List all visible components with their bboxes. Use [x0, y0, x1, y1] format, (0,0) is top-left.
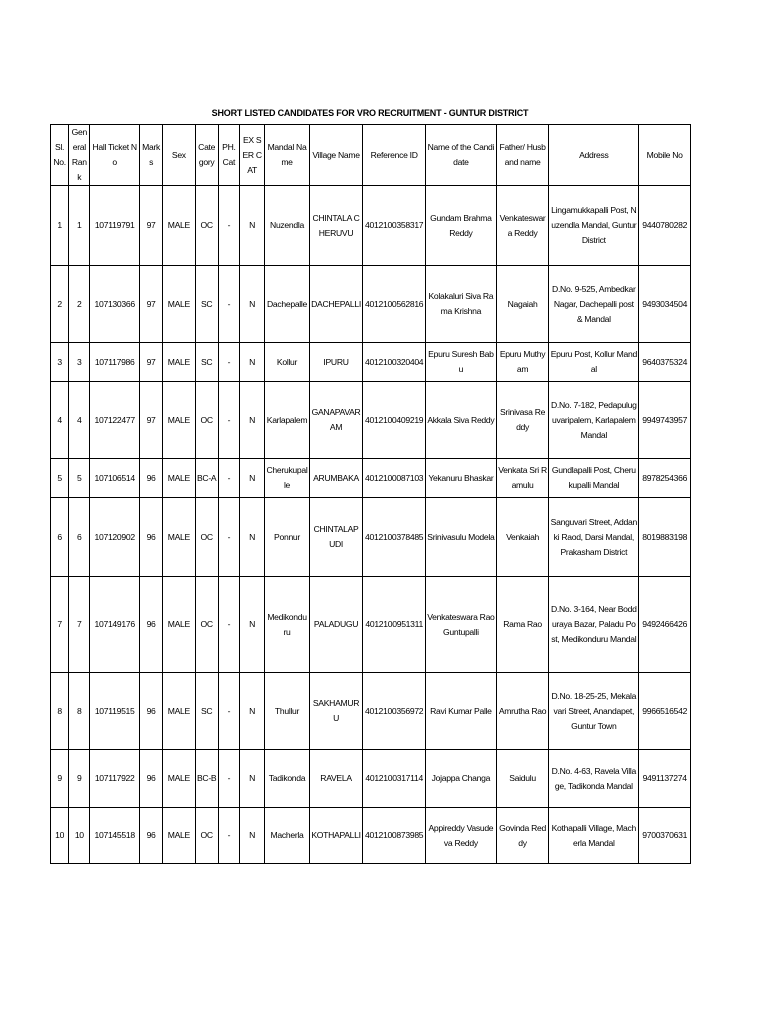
cell-rank: 10 — [69, 808, 90, 864]
cell-candidate-name: Venkateswara Rao Guntupalli — [426, 577, 497, 673]
cell-sex: MALE — [163, 459, 195, 498]
cell-mobile: 9949743957 — [639, 382, 691, 459]
cell-reference-id: 4012100317114 — [363, 750, 426, 808]
cell-rank: 3 — [69, 343, 90, 382]
cell-mandal: Ponnur — [265, 498, 309, 577]
cell-village: SAKHAMURU — [309, 673, 363, 750]
cell-mobile: 9966516542 — [639, 673, 691, 750]
cell-father-name: Venkateswara Reddy — [496, 186, 549, 266]
cell-father-name: Srinivasa Reddy — [496, 382, 549, 459]
column-header: General Rank — [69, 125, 90, 186]
cell-ph-cat: - — [218, 459, 239, 498]
cell-village: ARUMBAKA — [309, 459, 363, 498]
cell-reference-id: 4012100378485 — [363, 498, 426, 577]
cell-ph-cat: - — [218, 343, 239, 382]
cell-category: SC — [195, 266, 218, 343]
cell-sex: MALE — [163, 673, 195, 750]
cell-sl: 1 — [51, 186, 69, 266]
cell-candidate-name: Kolakaluri Siva Rama Krishna — [426, 266, 497, 343]
cell-marks: 96 — [139, 673, 162, 750]
cell-reference-id: 4012100320404 — [363, 343, 426, 382]
cell-sex: MALE — [163, 498, 195, 577]
cell-reference-id: 4012100087103 — [363, 459, 426, 498]
cell-ph-cat: - — [218, 186, 239, 266]
cell-sl: 7 — [51, 577, 69, 673]
cell-village: GANAPAVARAM — [309, 382, 363, 459]
cell-mandal: Nuzendla — [265, 186, 309, 266]
cell-category: OC — [195, 186, 218, 266]
cell-address: Gundlapalli Post, Cherukupalli Mandal — [549, 459, 639, 498]
cell-category: OC — [195, 382, 218, 459]
cell-sl: 2 — [51, 266, 69, 343]
cell-sl: 5 — [51, 459, 69, 498]
cell-reference-id: 4012100951311 — [363, 577, 426, 673]
cell-mobile: 9640375324 — [639, 343, 691, 382]
cell-hall-ticket: 107145518 — [90, 808, 140, 864]
cell-marks: 97 — [139, 343, 162, 382]
cell-ex-ser-cat: N — [240, 750, 265, 808]
table-row — [51, 459, 691, 498]
cell-sex: MALE — [163, 808, 195, 864]
cell-hall-ticket: 107120902 — [90, 498, 140, 577]
table-row — [51, 673, 691, 750]
column-header: Reference ID — [363, 125, 426, 186]
cell-sl: 4 — [51, 382, 69, 459]
cell-mobile: 9492466426 — [639, 577, 691, 673]
cell-mobile: 9493034504 — [639, 266, 691, 343]
cell-category: SC — [195, 673, 218, 750]
cell-sl: 8 — [51, 673, 69, 750]
column-header: Sl. No. — [51, 125, 69, 186]
column-header: Hall Ticket No — [90, 125, 140, 186]
cell-ex-ser-cat: N — [240, 808, 265, 864]
table-row — [51, 186, 691, 266]
cell-sex: MALE — [163, 382, 195, 459]
cell-sex: MALE — [163, 343, 195, 382]
cell-rank: 7 — [69, 577, 90, 673]
cell-ex-ser-cat: N — [240, 459, 265, 498]
cell-mobile: 8978254366 — [639, 459, 691, 498]
cell-category: SC — [195, 343, 218, 382]
cell-address: Epuru Post, Kollur Mandal — [549, 343, 639, 382]
cell-village: PALADUGU — [309, 577, 363, 673]
cell-address: Lingamukkapalli Post, Nuzendla Mandal, Guntur District — [549, 186, 639, 266]
cell-hall-ticket: 107119791 — [90, 186, 140, 266]
cell-reference-id: 4012100356972 — [363, 673, 426, 750]
column-header: Mandal Name — [265, 125, 309, 186]
cell-marks: 96 — [139, 808, 162, 864]
cell-ex-ser-cat: N — [240, 186, 265, 266]
cell-rank: 5 — [69, 459, 90, 498]
cell-rank: 2 — [69, 266, 90, 343]
cell-ex-ser-cat: N — [240, 266, 265, 343]
candidates-table — [50, 124, 691, 864]
cell-father-name: Nagaiah — [496, 266, 549, 343]
cell-mandal: Medikonduru — [265, 577, 309, 673]
cell-mandal: Thullur — [265, 673, 309, 750]
cell-ph-cat: - — [218, 808, 239, 864]
cell-category: BC-B — [195, 750, 218, 808]
cell-candidate-name: Akkala Siva Reddy — [426, 382, 497, 459]
cell-mandal: Karlapalem — [265, 382, 309, 459]
cell-hall-ticket: 107117986 — [90, 343, 140, 382]
table-header-row — [51, 125, 691, 186]
column-header: Father/ Husband name — [496, 125, 549, 186]
column-header: Village Name — [309, 125, 363, 186]
table-row — [51, 577, 691, 673]
cell-ph-cat: - — [218, 266, 239, 343]
cell-mandal: Cherukupalle — [265, 459, 309, 498]
cell-village: KOTHAPALLI — [309, 808, 363, 864]
cell-mobile: 9440780282 — [639, 186, 691, 266]
cell-rank: 1 — [69, 186, 90, 266]
cell-marks: 96 — [139, 498, 162, 577]
cell-mandal: Kollur — [265, 343, 309, 382]
cell-ph-cat: - — [218, 673, 239, 750]
cell-category: OC — [195, 577, 218, 673]
cell-marks: 97 — [139, 382, 162, 459]
cell-ph-cat: - — [218, 577, 239, 673]
cell-father-name: Rama Rao — [496, 577, 549, 673]
cell-address: Kothapalli Village, Macherla Mandal — [549, 808, 639, 864]
cell-sex: MALE — [163, 266, 195, 343]
cell-ex-ser-cat: N — [240, 673, 265, 750]
cell-village: CHINTALAPUDI — [309, 498, 363, 577]
column-header: PH.Cat — [218, 125, 239, 186]
cell-marks: 97 — [139, 186, 162, 266]
cell-address: Sanguvari Street, Addanki Raod, Darsi Mandal, Prakasham District — [549, 498, 639, 577]
cell-hall-ticket: 107149176 — [90, 577, 140, 673]
cell-candidate-name: Yekanuru Bhaskar — [426, 459, 497, 498]
cell-marks: 96 — [139, 577, 162, 673]
table-row — [51, 382, 691, 459]
cell-address: D.No. 3-164, Near Bodduraya Bazar, Paladu Post, Medikonduru Mandal — [549, 577, 639, 673]
cell-hall-ticket: 107117922 — [90, 750, 140, 808]
cell-candidate-name: Appireddy Vasudeva Reddy — [426, 808, 497, 864]
cell-marks: 96 — [139, 459, 162, 498]
cell-address: D.No. 4-63, Ravela Village, Tadikonda Mandal — [549, 750, 639, 808]
cell-ex-ser-cat: N — [240, 498, 265, 577]
column-header: Marks — [139, 125, 162, 186]
cell-sl: 3 — [51, 343, 69, 382]
cell-reference-id: 4012100409219 — [363, 382, 426, 459]
cell-father-name: Govinda Reddy — [496, 808, 549, 864]
cell-reference-id: 4012100358317 — [363, 186, 426, 266]
cell-candidate-name: Ravi Kumar Palle — [426, 673, 497, 750]
cell-sl: 10 — [51, 808, 69, 864]
table-row — [51, 498, 691, 577]
cell-ex-ser-cat: N — [240, 382, 265, 459]
cell-marks: 96 — [139, 750, 162, 808]
cell-category: OC — [195, 808, 218, 864]
cell-ex-ser-cat: N — [240, 343, 265, 382]
cell-mobile: 9700370631 — [639, 808, 691, 864]
cell-reference-id: 4012100562816 — [363, 266, 426, 343]
column-header: Name of the Candidate — [426, 125, 497, 186]
cell-father-name: Saidulu — [496, 750, 549, 808]
column-header: EX SER CAT — [240, 125, 265, 186]
column-header: Address — [549, 125, 639, 186]
cell-category: BC-A — [195, 459, 218, 498]
cell-candidate-name: Jojappa Changa — [426, 750, 497, 808]
cell-rank: 9 — [69, 750, 90, 808]
cell-father-name: Venkaiah — [496, 498, 549, 577]
cell-mobile: 8019883198 — [639, 498, 691, 577]
cell-mandal: Dachepalle — [265, 266, 309, 343]
column-header: Mobile No — [639, 125, 691, 186]
cell-rank: 8 — [69, 673, 90, 750]
cell-rank: 4 — [69, 382, 90, 459]
cell-rank: 6 — [69, 498, 90, 577]
cell-address: D.No. 9-525, Ambedkar Nagar, Dachepalli post & Mandal — [549, 266, 639, 343]
cell-mandal: Tadikonda — [265, 750, 309, 808]
cell-sex: MALE — [163, 186, 195, 266]
cell-sex: MALE — [163, 750, 195, 808]
cell-village: DACHEPALLI — [309, 266, 363, 343]
cell-father-name: Epuru Muthyam — [496, 343, 549, 382]
cell-hall-ticket: 107119515 — [90, 673, 140, 750]
cell-hall-ticket: 107130366 — [90, 266, 140, 343]
cell-candidate-name: Srinivasulu Modela — [426, 498, 497, 577]
cell-ph-cat: - — [218, 498, 239, 577]
document-title: SHORT LISTED CANDIDATES FOR VRO RECRUITMENT - GUNTUR DISTRICT — [211, 108, 529, 118]
cell-marks: 97 — [139, 266, 162, 343]
cell-reference-id: 4012100873985 — [363, 808, 426, 864]
cell-village: RAVELA — [309, 750, 363, 808]
cell-ex-ser-cat: N — [240, 577, 265, 673]
cell-mobile: 9491137274 — [639, 750, 691, 808]
cell-sl: 9 — [51, 750, 69, 808]
cell-sl: 6 — [51, 498, 69, 577]
cell-father-name: Venkata Sri Ramulu — [496, 459, 549, 498]
cell-hall-ticket: 107106514 — [90, 459, 140, 498]
cell-village: CHINTALA CHERUVU — [309, 186, 363, 266]
cell-mandal: Macherla — [265, 808, 309, 864]
cell-address: D.No. 7-182, Pedapuluguvaripalem, Karlapalem Mandal — [549, 382, 639, 459]
cell-category: OC — [195, 498, 218, 577]
table-row — [51, 750, 691, 808]
cell-father-name: Amrutha Rao — [496, 673, 549, 750]
cell-ph-cat: - — [218, 750, 239, 808]
cell-address: D.No. 18-25-25, Mekalavari Street, Anandapet, Guntur Town — [549, 673, 639, 750]
column-header: Sex — [163, 125, 195, 186]
table-row — [51, 266, 691, 343]
table-row — [51, 808, 691, 864]
cell-candidate-name: Gundam Brahma Reddy — [426, 186, 497, 266]
cell-sex: MALE — [163, 577, 195, 673]
column-header: Category — [195, 125, 218, 186]
cell-hall-ticket: 107122477 — [90, 382, 140, 459]
table-row — [51, 343, 691, 382]
cell-candidate-name: Epuru Suresh Babu — [426, 343, 497, 382]
cell-ph-cat: - — [218, 382, 239, 459]
cell-village: IPURU — [309, 343, 363, 382]
